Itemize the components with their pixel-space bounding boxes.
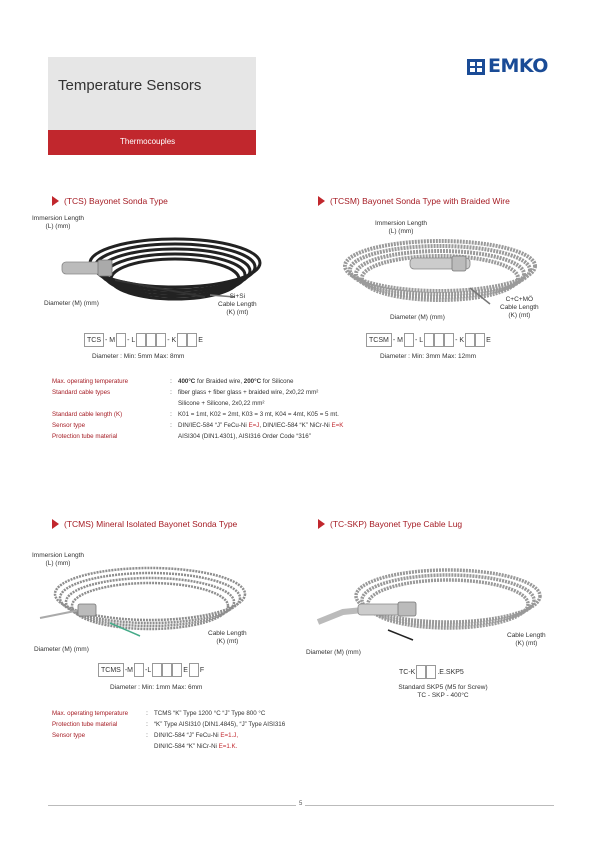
- section-title-tcms: (TCMS) Mineral Isolated Bayonet Sonda Type: [52, 519, 237, 529]
- spec-row: Standard cable types : fiber glass + fiber glass + braided wire, 2x0,22 mm²: [52, 389, 319, 396]
- spec-row: Max. operating temperature : TCMS “K” Type 1200 °C “J” Type 800 °C: [52, 710, 266, 717]
- tcms-immersion-label: Immersion Length (L) (mm): [32, 552, 85, 567]
- tck-notes: Standard SKP5 (M5 for Screw) TC - SKP - 400°C: [398, 684, 488, 699]
- bullet-triangle-icon: [52, 519, 59, 529]
- tck-order-code: TC-K .E.SKP5: [398, 665, 465, 679]
- tcsm-immersion-label: Immersion Length (L) (mm): [375, 220, 428, 235]
- spec-row: Sensor type : DIN/IEC-584 “J” FeCu-Ni E=J, DIN/IEC-584 “K” NiCr-Ni E=K: [52, 422, 344, 429]
- specs-table-2: [52, 708, 285, 752]
- spec-row: Protection tube material : “K” Type AISI310 (DIN1.4845), “J” Type AISI316: [52, 721, 286, 728]
- tcs-diameter-label: Diameter (M) (mm): [44, 300, 99, 307]
- spec-row: Silicone + Silicone, 2x0,22 mm²: [178, 400, 265, 407]
- spec-row: Sensor type : DIN/IC-584 “J” FeCu-Ni E=1.J,: [52, 732, 239, 739]
- tcs-dimension: Diameter : Min: 5mm Max: 8mm: [92, 353, 185, 360]
- bullet-triangle-icon: [318, 196, 325, 206]
- tck-diameter-label: Diameter (M) (mm): [306, 649, 361, 656]
- tcms-order-code: TCMS -M -L E F: [98, 663, 205, 677]
- tcsm-diameter-label: Diameter (M) (mm): [390, 314, 445, 321]
- page-number: 5: [296, 801, 305, 807]
- brand-logo: EMKO: [488, 55, 548, 77]
- tck-cable-label: Cable Length (K) (mt): [507, 632, 546, 647]
- tcms-diameter-label: Diameter (M) (mm): [34, 646, 89, 653]
- section-title-tcs: (TCS) Bayonet Sonda Type: [52, 196, 168, 206]
- tcsm-order-code: TCSM - M - L - K E: [366, 333, 492, 347]
- tcs-immersion-label: Immersion Length (L) (mm): [32, 215, 85, 230]
- tcs-cable-label: Si+Si Cable Length (K) (mt): [218, 293, 257, 316]
- bullet-triangle-icon: [318, 519, 325, 529]
- spec-row: Protection tube material AISI304 (DIN1.4301), AISI316 Order Code “316”: [52, 433, 311, 440]
- section-title-tck: (TC-SKP) Bayonet Type Cable Lug: [318, 519, 462, 529]
- page-title: Temperature Sensors: [58, 77, 202, 94]
- tcs-order-code: TCS - M - L - K E: [84, 333, 204, 347]
- tcms-dimension: Diameter : Min: 1mm Max: 6mm: [110, 684, 203, 691]
- spec-row: Max. operating temperature : 400°C for Braided wire, 200°C for Silicone: [52, 378, 294, 385]
- specs-table-1: [52, 376, 343, 442]
- spec-row: DIN/IC-584 “K” NiCr-Ni E=1.K.: [154, 743, 238, 750]
- bullet-triangle-icon: [52, 196, 59, 206]
- category-tag-label: Thermocouples: [120, 137, 176, 146]
- emko-logo-icon: [466, 58, 486, 76]
- tcsm-dimension: Diameter : Min: 3mm Max: 12mm: [380, 353, 477, 360]
- tcsm-cable-label: C+C+MÖ Cable Length (K) (mt): [500, 296, 539, 319]
- tcms-cable-label: Cable Length (K) (mt): [208, 630, 247, 645]
- spec-row: Standard cable length (K) : K01 = 1mt, K02 = 2mt, K03 = 3 mt, K04 = 4mt, K05 = 5 mt.: [52, 411, 339, 418]
- category-tag: [48, 130, 256, 155]
- section-title-tcsm: (TCSM) Bayonet Sonda Type with Braided Wire: [318, 196, 510, 206]
